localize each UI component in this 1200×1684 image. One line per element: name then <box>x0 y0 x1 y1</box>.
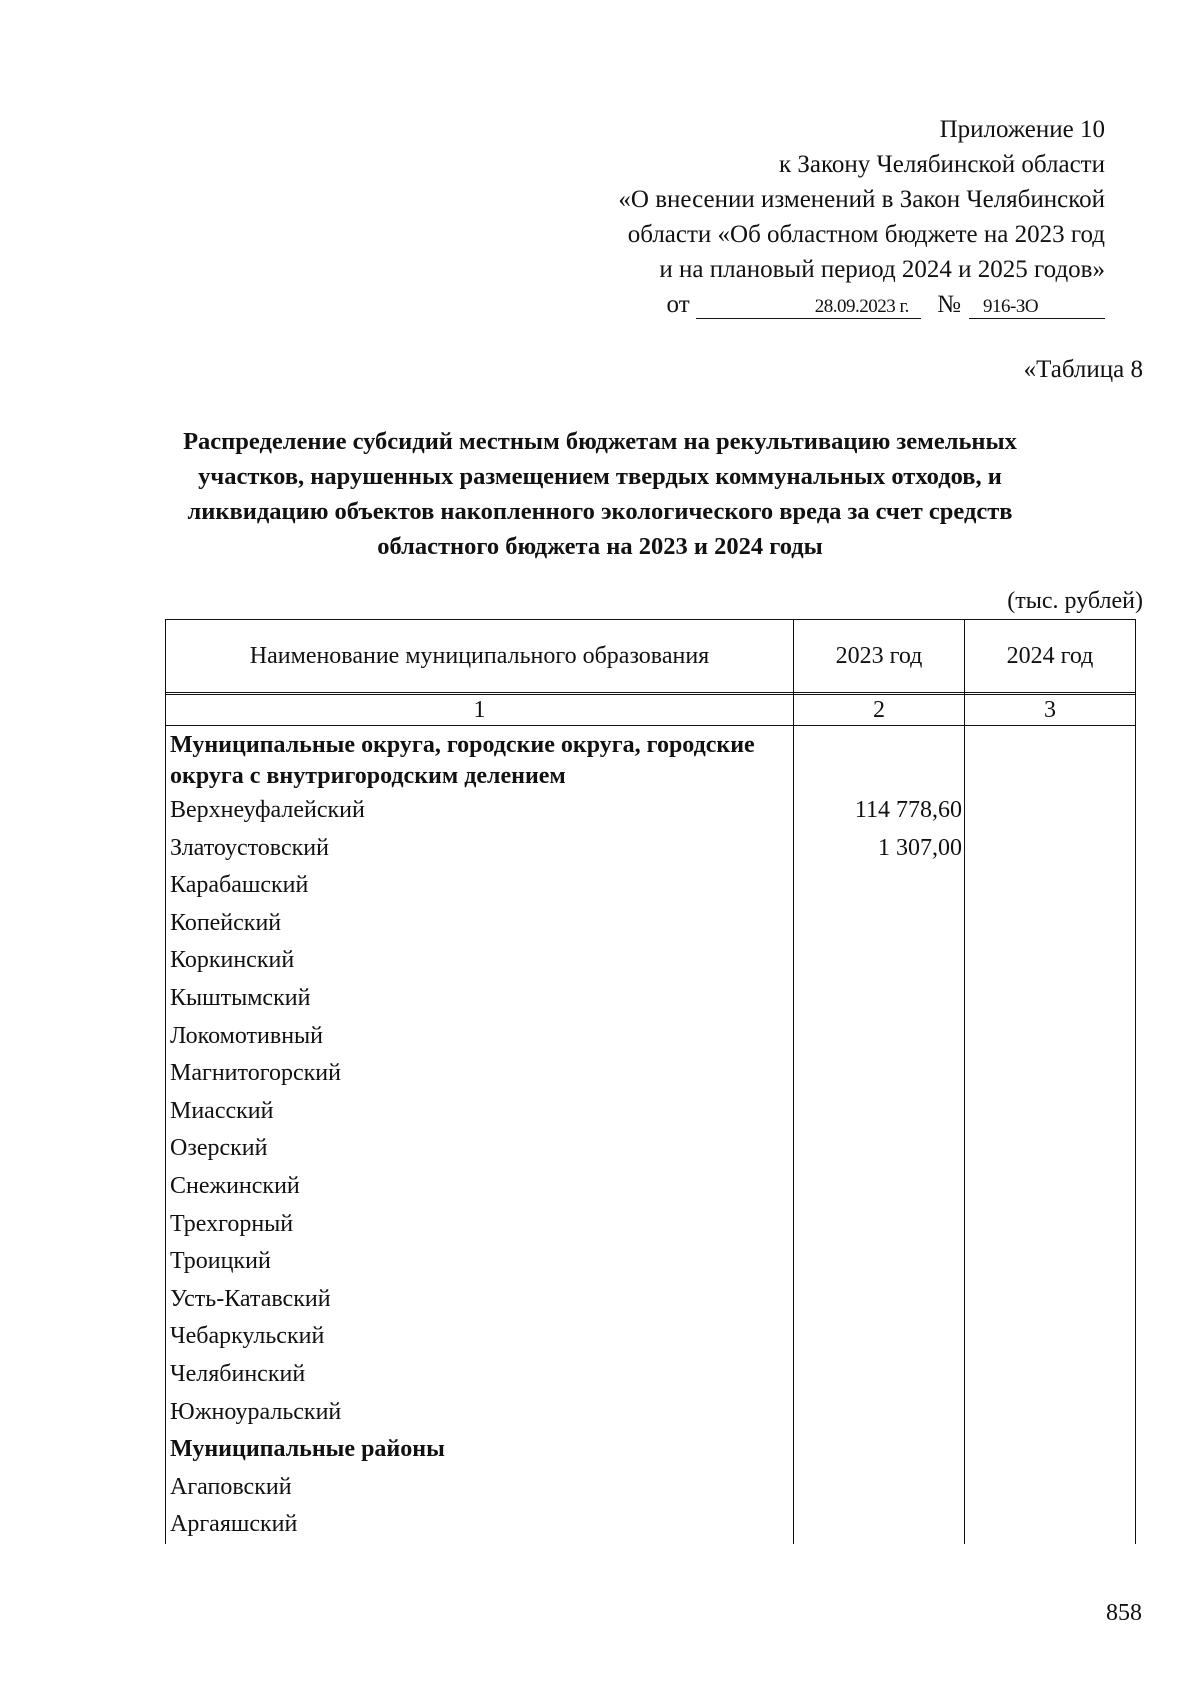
table-body <box>166 726 1136 1544</box>
value-2023 <box>794 1018 965 1056</box>
value-2023: 114 778,60 <box>794 792 965 830</box>
value-2023 <box>794 1469 965 1507</box>
value-2023: 1 307,00 <box>794 830 965 868</box>
table-label: «Таблица 8 <box>1023 356 1143 383</box>
value-2023 <box>794 1281 965 1319</box>
table-row <box>166 1093 1136 1131</box>
table-row <box>166 830 1136 868</box>
municipality-name: Троицкий <box>166 1243 794 1281</box>
value-2024 <box>965 1055 1136 1093</box>
table-row <box>166 1130 1136 1168</box>
value-2024 <box>965 1506 1136 1544</box>
column-number: 3 <box>965 695 1136 726</box>
value-2024 <box>965 1356 1136 1394</box>
municipality-name: Магнитогорский <box>166 1055 794 1093</box>
value-2023 <box>794 942 965 980</box>
value-2024 <box>965 1018 1136 1056</box>
units-label: (тыс. рублей) <box>1007 588 1143 614</box>
appendix-line: к Закону Челябинской области <box>779 151 1105 178</box>
value-2023 <box>794 1506 965 1544</box>
group-title: Муниципальные районы <box>166 1431 794 1469</box>
table-row <box>166 1356 1136 1394</box>
header-municipality: Наименование муниципального образования <box>166 620 794 693</box>
municipality-name: Челябинский <box>166 1356 794 1394</box>
value-2023 <box>794 1394 965 1432</box>
from-label: от <box>666 291 690 318</box>
table-row <box>166 1018 1136 1056</box>
municipality-name: Аргаяшский <box>166 1506 794 1544</box>
table-row <box>166 942 1136 980</box>
law-date-number <box>545 287 1105 322</box>
law-date: 28.09.2023 г. <box>696 296 921 319</box>
municipality-name: Коркинский <box>166 942 794 980</box>
column-number: 2 <box>794 695 965 726</box>
municipality-name: Чебаркульский <box>166 1318 794 1356</box>
value-2024 <box>965 1243 1136 1281</box>
value-2024 <box>965 1281 1136 1319</box>
table-row <box>166 1394 1136 1432</box>
table-row <box>166 1506 1136 1544</box>
page-number: 858 <box>1106 1600 1142 1626</box>
municipality-name: Озерский <box>166 1130 794 1168</box>
value-2024 <box>965 980 1136 1018</box>
column-number-row <box>166 695 1136 726</box>
subsidy-table <box>165 619 1136 1544</box>
number-sign: № <box>937 291 961 318</box>
table-row <box>166 1168 1136 1206</box>
municipality-name: Кыштымский <box>166 980 794 1018</box>
table-header-row <box>166 620 1136 693</box>
value-2024 <box>965 1394 1136 1432</box>
table-row <box>166 1281 1136 1319</box>
municipality-name: Трехгорный <box>166 1206 794 1244</box>
document-title: Распределение субсидий местным бюджетам на рекультивацию земельных участков, нарушенных размещением твердых коммунальных отходов, и ликвидацию объектов накопленного экологического вреда за счет средств областного бюджета на 2023 и 2024 годы <box>183 428 1017 560</box>
group-cell-empty <box>794 726 965 793</box>
appendix-line: «О внесении изменений в Закон Челябинской <box>618 186 1105 213</box>
appendix-line: Приложение 10 <box>939 116 1105 143</box>
appendix-line: и на плановый период 2024 и 2025 годов» <box>659 256 1105 283</box>
value-2024 <box>965 1168 1136 1206</box>
value-2023 <box>794 867 965 905</box>
value-2024 <box>965 905 1136 943</box>
table-row <box>166 905 1136 943</box>
value-2024 <box>965 1318 1136 1356</box>
group-cell-empty <box>965 1431 1136 1469</box>
header-2024: 2024 год <box>965 620 1136 693</box>
table-row <box>166 1206 1136 1244</box>
municipality-name: Снежинский <box>166 1168 794 1206</box>
column-number: 1 <box>166 695 794 726</box>
table-row <box>166 792 1136 830</box>
table-row <box>166 980 1136 1018</box>
group-cell-empty <box>794 1431 965 1469</box>
value-2023 <box>794 1093 965 1131</box>
municipality-name: Усть-Катавский <box>166 1281 794 1319</box>
municipality-name: Златоустовский <box>166 830 794 868</box>
group-title: Муниципальные округа, городские округа, городские округа с внутригородским делением <box>166 726 794 793</box>
municipality-name: Локомотивный <box>166 1018 794 1056</box>
value-2023 <box>794 1055 965 1093</box>
group-cell-empty <box>965 726 1136 793</box>
table-row <box>166 1243 1136 1281</box>
value-2023 <box>794 980 965 1018</box>
municipality-name: Копейский <box>166 905 794 943</box>
group-header-row <box>166 1431 1136 1469</box>
table-row <box>166 1318 1136 1356</box>
value-2023 <box>794 1206 965 1244</box>
municipality-name: Южноуральский <box>166 1394 794 1432</box>
value-2023 <box>794 1318 965 1356</box>
value-2024 <box>965 1469 1136 1507</box>
table-row <box>166 1055 1136 1093</box>
group-header-row <box>166 726 1136 793</box>
table-row <box>166 867 1136 905</box>
municipality-name: Верхнеуфалейский <box>166 792 794 830</box>
value-2024 <box>965 942 1136 980</box>
value-2024 <box>965 1093 1136 1131</box>
value-2023 <box>794 1168 965 1206</box>
value-2023 <box>794 1130 965 1168</box>
municipality-name: Агаповский <box>166 1469 794 1507</box>
value-2023 <box>794 1356 965 1394</box>
value-2024 <box>965 867 1136 905</box>
table-row <box>166 1469 1136 1507</box>
appendix-line: области «Об областном бюджете на 2023 год <box>627 221 1105 248</box>
value-2024 <box>965 1206 1136 1244</box>
value-2024 <box>965 1130 1136 1168</box>
value-2023 <box>794 1243 965 1281</box>
municipality-name: Карабашский <box>166 867 794 905</box>
appendix-header <box>545 112 1105 322</box>
law-number: 916-ЗО <box>969 296 1105 319</box>
value-2024 <box>965 792 1136 830</box>
municipality-name: Миасский <box>166 1093 794 1131</box>
value-2024 <box>965 830 1136 868</box>
value-2023 <box>794 905 965 943</box>
header-2023: 2023 год <box>794 620 965 693</box>
